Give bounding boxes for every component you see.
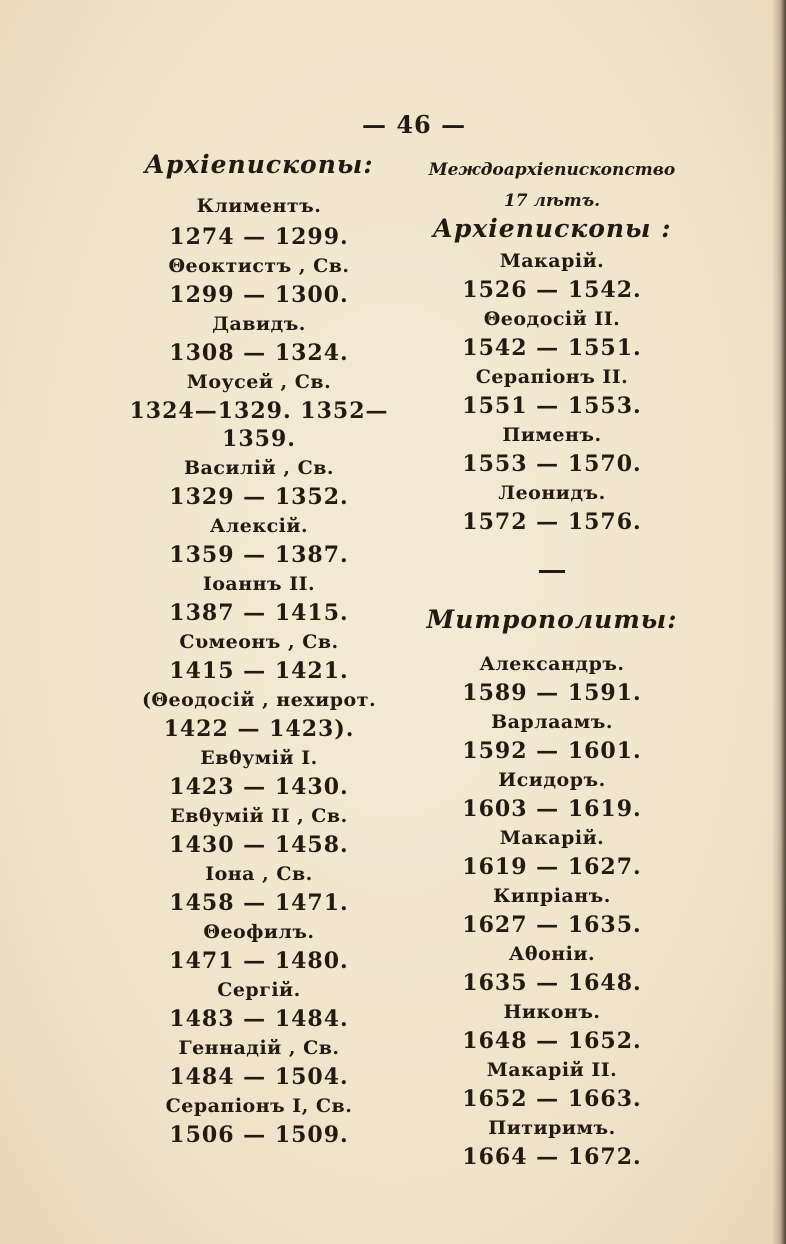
entry-years: 1299 — 1300. — [169, 282, 349, 308]
entry-years: 1387 — 1415. — [169, 600, 349, 626]
entry-years: 1603 — 1619. — [462, 796, 642, 822]
section-heading-archbishops: Архіепископы: — [144, 150, 374, 179]
entry-name: Алексій. — [209, 515, 309, 537]
entry-name: Серапіонъ II. — [475, 366, 629, 388]
entry-years: 1526 — 1542. — [462, 277, 642, 303]
entry-years: 1484 — 1504. — [169, 1064, 349, 1090]
entry-name: Питиримъ. — [488, 1117, 616, 1139]
entry-years: 1619 — 1627. — [462, 854, 642, 880]
entry-years: 1652 — 1663. — [462, 1086, 642, 1112]
entry-name: Сергій. — [217, 979, 301, 1001]
entry-years: 1635 — 1648. — [462, 970, 642, 996]
entry-name: Леонидъ. — [498, 482, 606, 504]
entry-name: Іона , Св. — [205, 863, 313, 885]
entry-years: 1430 — 1458. — [169, 832, 349, 858]
entry-years: 1423 — 1430. — [169, 774, 349, 800]
entry-name: Макарій II. — [486, 1059, 618, 1081]
section-heading-metropolitans: Митрополиты: — [426, 605, 678, 634]
entry-name: Θеодосій II. — [483, 308, 621, 330]
entry-name: Никонъ. — [503, 1001, 601, 1023]
entry-name: Моусей , Св. — [186, 371, 332, 393]
entry-years: 1471 — 1480. — [169, 948, 349, 974]
section-heading-archbishops-2: Архіепископы : — [432, 214, 672, 243]
entry-years: 1592 — 1601. — [462, 738, 642, 764]
entry-years: 1589 — 1591. — [462, 680, 642, 706]
entry-years: 1553 — 1570. — [462, 451, 642, 477]
entry-years: 1329 — 1352. — [169, 484, 349, 510]
entry-name: Пименъ. — [502, 424, 602, 446]
right-column — [428, 150, 676, 1171]
entry-years: 1648 — 1652. — [462, 1028, 642, 1054]
entry-years: 1542 — 1551. — [462, 335, 642, 361]
entry-name: Серапіонъ I, Св. — [165, 1095, 353, 1117]
entry-name: Василій , Св. — [183, 457, 335, 479]
entry-name: Макарій. — [499, 250, 605, 272]
entry-name: Варлаамъ. — [491, 711, 613, 733]
entry-name: Θеофилъ. — [203, 921, 315, 943]
entry-years: 1324—1329. 1352— — [129, 398, 389, 424]
entry-years: 1274 — 1299. — [169, 224, 349, 250]
entry-name: Исидоръ. — [498, 769, 606, 791]
entry-years-continued: 1359. — [222, 426, 296, 452]
page-edge-shadow — [772, 0, 786, 1244]
entry-years: 1422 — 1423). — [163, 716, 355, 742]
entry-years: 1308 — 1324. — [169, 340, 349, 366]
entry-years: 1483 — 1484. — [169, 1006, 349, 1032]
entry-name: Аθоніи. — [508, 943, 596, 965]
section-divider — [539, 570, 565, 573]
entry-name: Александръ. — [479, 653, 625, 675]
entry-name: Сυмеонъ , Св. — [179, 631, 339, 653]
entry-name: Кипріанъ. — [493, 885, 611, 907]
entry-years: 1506 — 1509. — [169, 1122, 349, 1148]
left-column — [129, 150, 389, 1149]
entry-years: 1572 — 1576. — [462, 509, 642, 535]
entry-name: Давидъ. — [212, 313, 306, 335]
entry-name: Іоаннъ II. — [202, 573, 316, 595]
entry-years: 1415 — 1421. — [169, 658, 349, 684]
entry-years: 1664 — 1672. — [462, 1144, 642, 1170]
entry-name: Θеоктистъ , Св. — [168, 255, 350, 277]
interregnum-label: Междоархіепископство — [428, 160, 676, 180]
entry-name: Евθумій I. — [200, 747, 318, 769]
entry-years: 1627 — 1635. — [462, 912, 642, 938]
entry-name: Евθумій II , Св. — [170, 805, 348, 827]
page-number: — 46 — — [362, 110, 467, 139]
entry-name: (Θеодосій , нехирот. — [141, 689, 377, 711]
entry-name: Макарій. — [499, 827, 605, 849]
entry-years: 1359 — 1387. — [169, 542, 349, 568]
entry-years: 1551 — 1553. — [462, 393, 642, 419]
interregnum-duration: 17 лѣтъ. — [503, 191, 601, 211]
entry-name: Геннадій , Св. — [178, 1037, 340, 1059]
entry-name: Климентъ. — [196, 195, 322, 217]
entry-years: 1458 — 1471. — [169, 890, 349, 916]
